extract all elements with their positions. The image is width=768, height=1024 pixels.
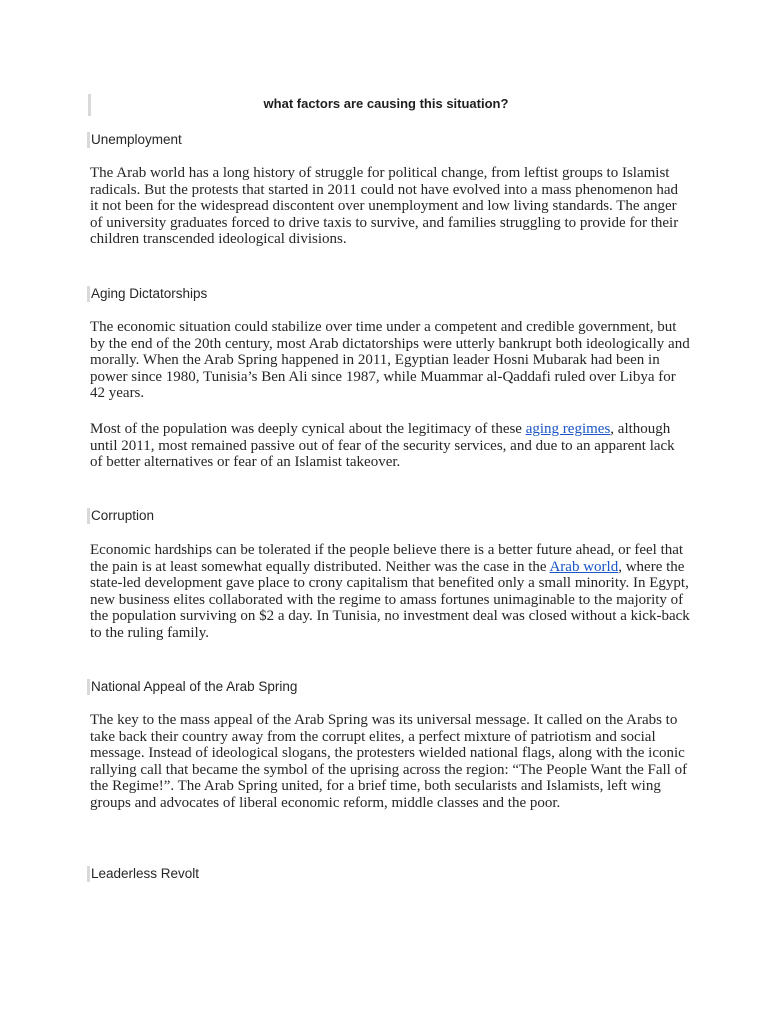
section-heading-aging-dictatorships: Aging Dictatorships	[87, 286, 207, 302]
aging-regimes-link[interactable]: aging regimes	[525, 421, 611, 437]
paragraph-text: , although until 2011, most remained passive out of fear of the security services, and due to an apparent lack of better alternatives or fear of an Islamist takeover.	[90, 421, 675, 471]
arab-world-link[interactable]: Arab world	[549, 558, 619, 575]
paragraph-aging-dictatorships-2	[90, 421, 690, 471]
section-heading-unemployment: Unemployment	[87, 132, 182, 148]
paragraph-text: Most of the population was deeply cynical about the legitimacy of these	[90, 421, 526, 437]
paragraph-corruption	[90, 542, 690, 642]
paragraph-unemployment: The Arab world has a long history of struggle for political change, from leftist groups to Islamist radicals. But the protests that started in 2011 could not have evolved into a mass phenomenon had it not been for the widespread discontent over unemployment and low living standards. The anger of university graduates forced to drive taxis to survive, and families struggling to provide for their children transcended ideological divisions.	[90, 165, 679, 248]
section-heading-national-appeal: National Appeal of the Arab Spring	[87, 679, 297, 695]
title-block	[88, 94, 681, 116]
paragraph-text: Economic hardships can be tolerated if the people believe there is a better future ahead, or feel that the pain is at least somewhat equally distributed. Neither was the case in the	[90, 542, 684, 575]
paragraph-aging-dictatorships-1: The economic situation could stabilize over time under a competent and credible government, but by the end of the 20th century, most Arab dictatorships were utterly bankrupt both ideologically and morally. When the Arab Spring happened in 2011, Egyptian leader Hosni Mubarak had been in power since 1980, Tunisia’s Ben Ali since 1987, while Muammar al-Qaddafi ruled over Libya for 42 years.	[90, 319, 690, 402]
page-title: what factors are causing this situation?	[263, 96, 509, 111]
paragraph-national-appeal: The key to the mass appeal of the Arab Spring was its universal message. It called on the Arabs to take back their country away from the corrupt elites, a perfect mixture of patriotism and social message. Instead of ideological slogans, the protesters wielded national flags, along with the iconic rallying call that became the symbol of the uprising across the region: “The People Want the Fall of the Regime!”. The Arab Spring united, for a brief time, both secularists and Islamists, left wing groups and advocates of liberal economic reform, middle classes and the poor.	[90, 712, 688, 811]
paragraph-text: , where the state-led development gave place to crony capitalism that benefited only a small minority. In Egypt, new business elites collaborated with the regime to amass fortunes unimaginable to the majority of the population surviving on $2 a day. In Tunisia, no investment deal was closed without a kick-back to the ruling family.	[90, 558, 690, 641]
section-heading-corruption: Corruption	[87, 508, 154, 524]
section-heading-leaderless-revolt: Leaderless Revolt	[87, 866, 199, 882]
